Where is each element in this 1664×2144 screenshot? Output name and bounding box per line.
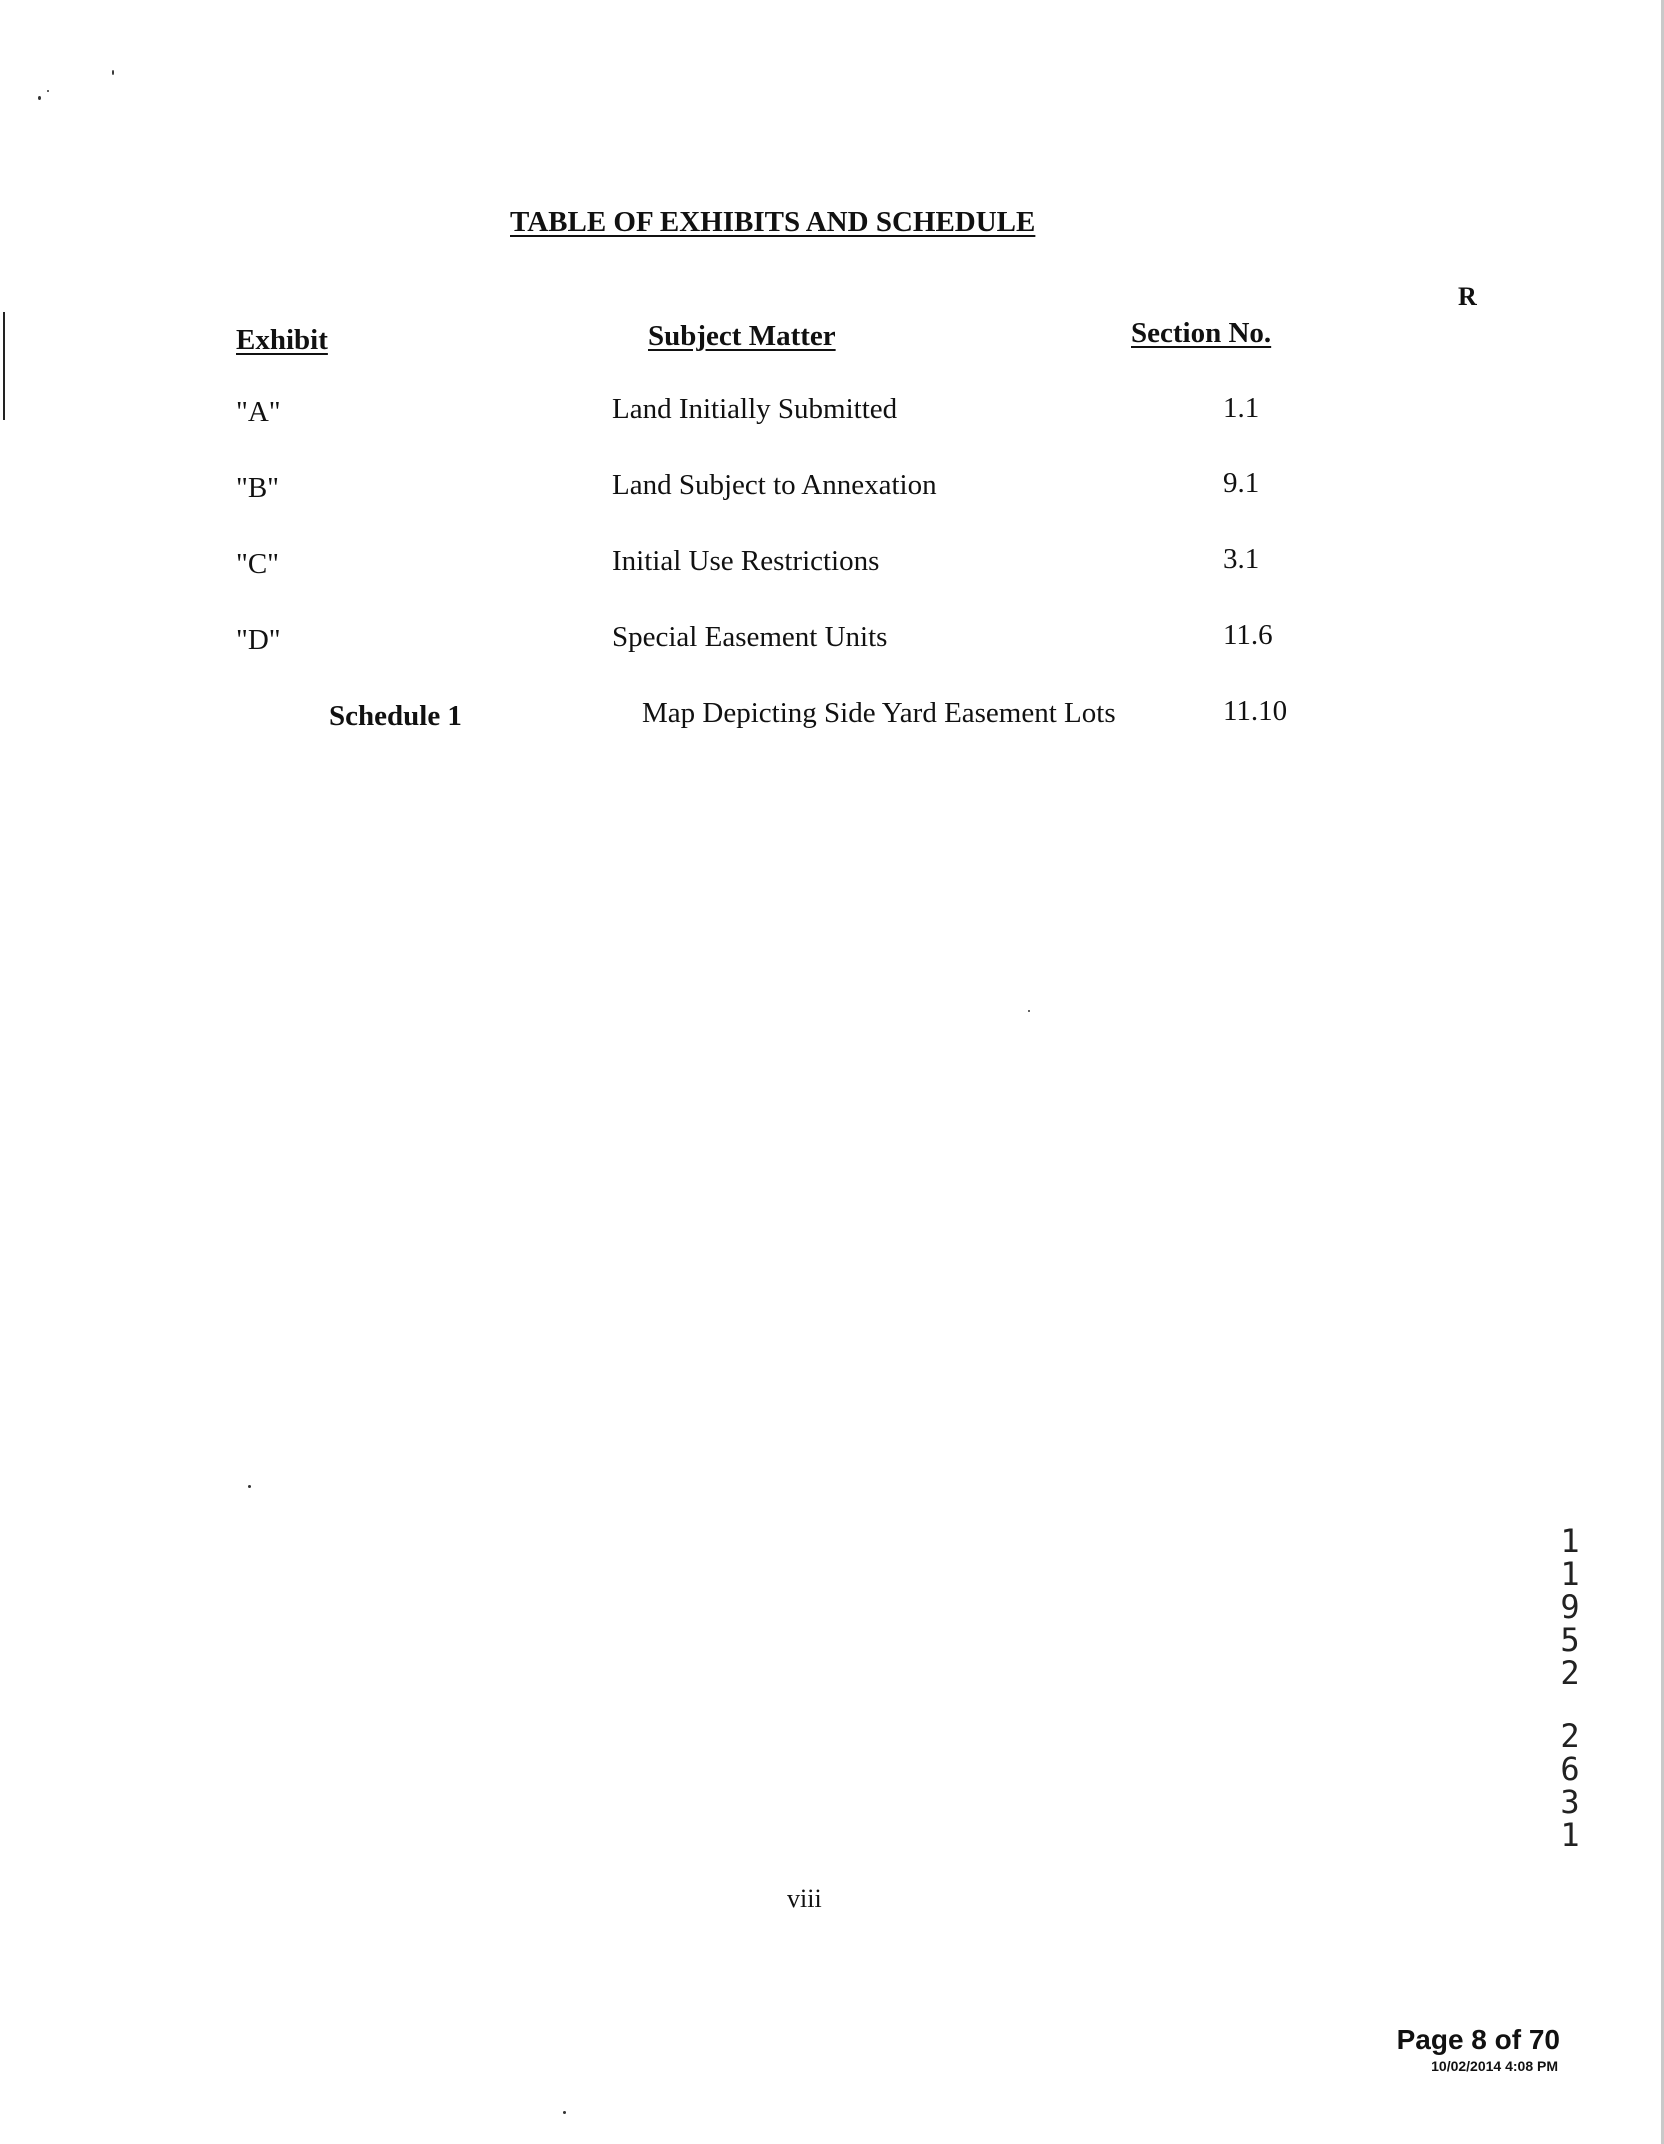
stamp-digit: 2: [1560, 1654, 1580, 1692]
stamp-gap: [1552, 1690, 1588, 1720]
scan-speck: [47, 90, 49, 92]
row-b-subject: Land Subject to Annexation: [612, 469, 937, 501]
schedule-section: 11.10: [1223, 695, 1288, 727]
column-header-exhibit: Exhibit: [236, 324, 328, 356]
row-c-exhibit: "C": [236, 548, 280, 580]
row-b-section: 9.1: [1223, 467, 1260, 499]
schedule-label: Schedule 1: [329, 700, 462, 732]
scan-speck: [112, 70, 114, 75]
row-a-exhibit: "A": [236, 396, 281, 428]
scan-speck: [248, 1485, 251, 1488]
row-a-subject: Land Initially Submitted: [612, 393, 898, 425]
row-c-subject: Initial Use Restrictions: [612, 545, 880, 577]
scan-speck: [38, 96, 41, 100]
document-title: TABLE OF EXHIBITS AND SCHEDULE: [510, 206, 1036, 238]
row-d-section: 11.6: [1223, 619, 1273, 651]
column-header-section: Section No.: [1131, 317, 1272, 349]
column-header-subject: Subject Matter: [648, 320, 836, 352]
stamp-digit: 5: [1560, 1621, 1580, 1659]
recording-stamp: [1552, 1522, 1588, 1854]
row-c-section: 3.1: [1223, 543, 1260, 575]
stamp-digit: 6: [1560, 1750, 1580, 1788]
row-d-exhibit: "D": [236, 624, 281, 656]
scan-speck: [563, 2111, 566, 2114]
page-number: viii: [787, 1884, 822, 1913]
footer-timestamp: 10/02/2014 4:08 PM: [1431, 2058, 1558, 2074]
row-d-subject: Special Easement Units: [612, 621, 888, 653]
stamp-digit: 2: [1560, 1717, 1580, 1755]
footer-page-label: Page 8 of 70: [1396, 2024, 1560, 2055]
scan-speck: [1028, 1010, 1030, 1012]
stamp-digit: 1: [1560, 1816, 1580, 1854]
row-a-section: 1.1: [1223, 392, 1260, 424]
stamp-digit: 3: [1560, 1783, 1580, 1821]
row-b-exhibit: "B": [236, 472, 280, 504]
margin-bar: [3, 312, 5, 420]
stamp-digit: 1: [1560, 1555, 1580, 1593]
schedule-subject: Map Depicting Side Yard Easement Lots: [642, 697, 1116, 729]
corner-mark: R: [1458, 282, 1477, 311]
stamp-digit: 1: [1560, 1522, 1580, 1560]
stamp-digit: 9: [1560, 1588, 1580, 1626]
